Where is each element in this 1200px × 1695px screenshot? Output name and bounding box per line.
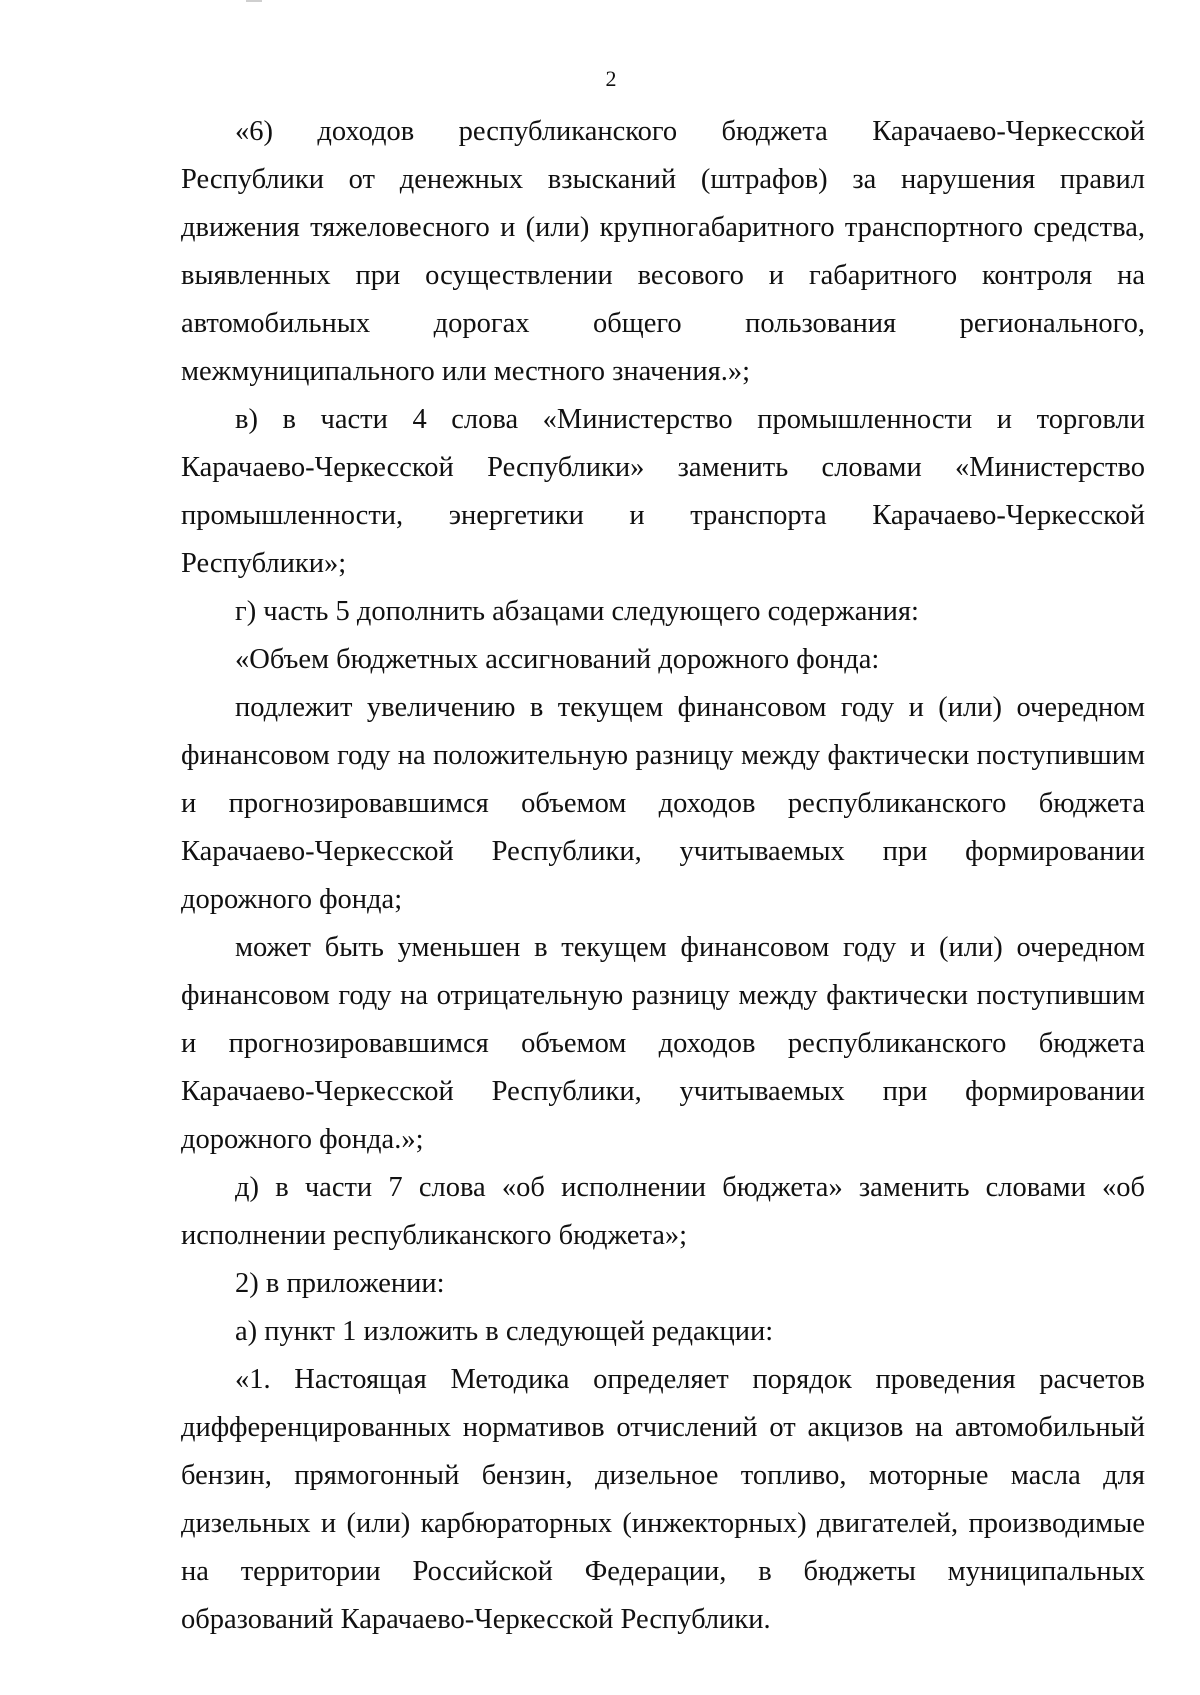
- document-body: [181, 108, 1145, 1644]
- paragraph: г) часть 5 дополнить абзацами следующего содержания:: [235, 596, 919, 627]
- paragraph: «1. Настоящая Методика определяет порядок проведения расчетов дифференцированных нормативов отчислений от акцизов на автомобильный бензин, прямогонный бензин, дизельное топливо, моторные масла для дизельных и (или) карбюраторных (инжекторных) двигателей, производимые на территории Российской Федерации, в бюджеты муниципальных образований Карачаево-Черкесской Республики.: [181, 1364, 1145, 1635]
- page-number: 2: [605, 66, 617, 91]
- paragraph: в) в части 4 слова «Министерство промышленности и торговли Карачаево-Черкесской Республики» заменить словами «Министерство промышленности, энергетики и транспорта Карачаево-Черкесской Республики»;: [181, 404, 1145, 579]
- paragraph: подлежит увеличению в текущем финансовом году и (или) очередном финансовом году на положительную разницу между фактически поступившим и прогнозировавшимся объемом доходов республиканского бюджета Карачаево-Черкесской Республики, учитываемых при формировании дорожного фонда;: [181, 692, 1145, 915]
- paragraph: д) в части 7 слова «об исполнении бюджета» заменить словами «об исполнении республиканского бюджета»;: [181, 1172, 1145, 1251]
- paragraph: «6) доходов республиканского бюджета Карачаево-Черкесской Республики от денежных взысканий (штрафов) за нарушения правил движения тяжеловесного и (или) крупногабаритного транспортного средства, выявленных при осуществлении весового и габаритного контроля на автомобильных дорогах общего пользования регионального, межмуниципального или местного значения.»;: [181, 116, 1145, 387]
- paragraph: может быть уменьшен в текущем финансовом году и (или) очередном финансовом году на отрицательную разницу между фактически поступившим и прогнозировавшимся объемом доходов республиканского бюджета Карачаево-Черкесской Республики, учитываемых при формировании дорожного фонда.»;: [181, 932, 1145, 1155]
- paragraph: «Объем бюджетных ассигнований дорожного фонда:: [235, 644, 880, 675]
- paragraph: 2) в приложении:: [235, 1268, 445, 1299]
- scan-artifact: [246, 0, 262, 2]
- paragraph: а) пункт 1 изложить в следующей редакции:: [235, 1316, 774, 1347]
